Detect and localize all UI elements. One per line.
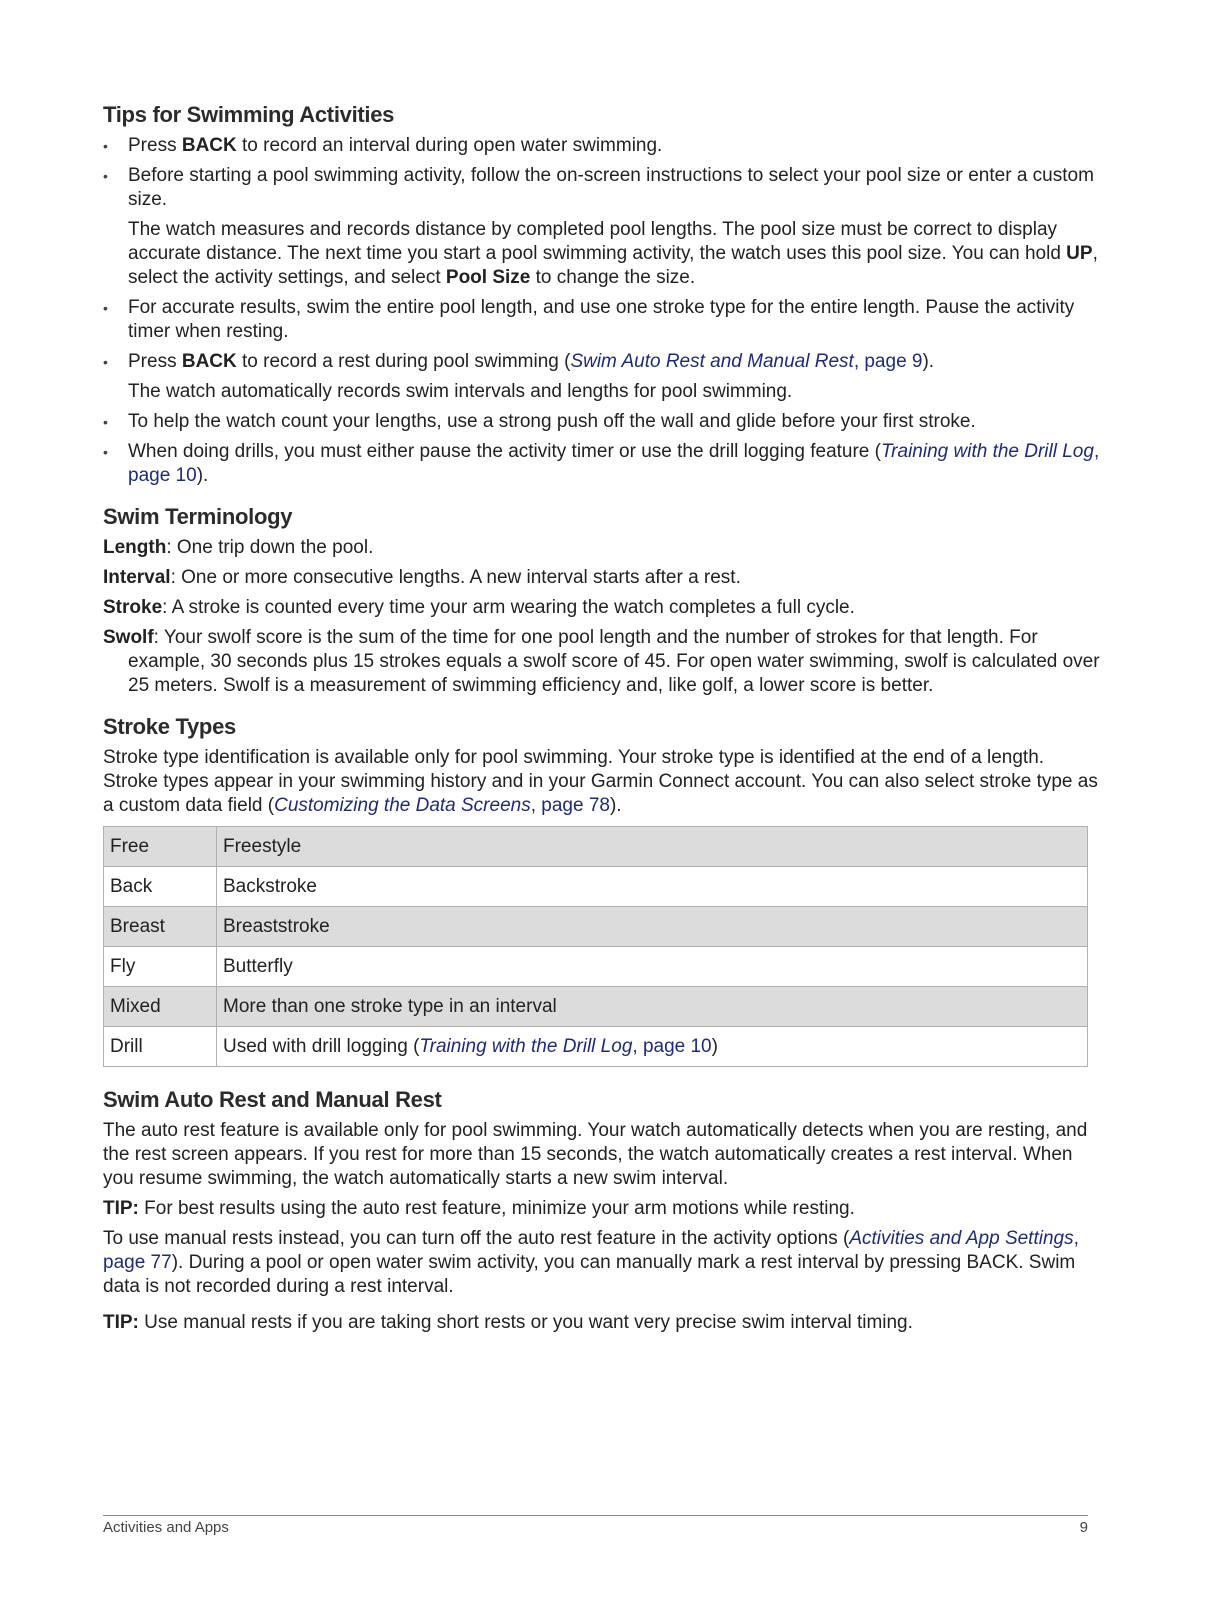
list-item-note: The watch automatically records swim intervals and lengths for pool swimming. <box>128 381 793 402</box>
stroke-types-section <box>103 712 1103 1067</box>
stroke-types-table <box>103 826 1088 1067</box>
bullet-icon: • <box>103 414 108 430</box>
table-cell-code: Breast <box>104 907 217 947</box>
table-cell-code: Free <box>104 827 217 867</box>
table-row <box>104 827 1088 867</box>
link-customizing-data-screens[interactable]: Customizing the Data Screens, page 78 <box>274 795 610 816</box>
list-item: • To help the watch count your lengths, use a strong push off the wall and glide before your first stroke. <box>103 411 976 432</box>
auto-rest-paragraph: The auto rest feature is available only for pool swimming. Your watch automatically detects when you are resting, and the rest screen appears. If you rest for more than 15 seconds, the watch automatically creates a rest interval. When you resume swimming, the watch automatically starts a new swim interval. <box>103 1120 1088 1189</box>
bullet-icon: • <box>103 300 108 316</box>
list-item-note: The watch measures and records distance by completed pool lengths. The pool size must be correct to display accurate distance. The next time you start a pool swimming activity, the watch uses this pool size. You can hold UP, select the activity settings, and select Pool Size to change the size. <box>128 219 1098 288</box>
tip-note: TIP: For best results using the auto rest feature, minimize your arm motions while resting. <box>103 1198 855 1219</box>
bullet-icon: • <box>103 354 108 370</box>
auto-rest-section <box>103 1085 1103 1335</box>
table-cell-code: Back <box>104 867 217 907</box>
page-footer <box>103 1515 1088 1536</box>
table-cell-code: Mixed <box>104 987 217 1027</box>
table-cell-desc: Freestyle <box>217 827 1088 867</box>
page-number: 9 <box>1079 1519 1088 1536</box>
table-row <box>104 1027 1088 1067</box>
table-row <box>104 947 1088 987</box>
manual-rest-paragraph: To use manual rests instead, you can turn off the auto rest feature in the activity options (Activities and App Settings, page 77). During a pool or open water swim activity, you can manually mark a rest interval by pressing BACK. Swim data is not recorded during a rest interval. <box>103 1228 1079 1297</box>
table-cell-code: Drill <box>104 1027 217 1067</box>
terminology-heading: Swim Terminology <box>103 504 293 529</box>
bullet-icon: • <box>103 138 108 154</box>
table-cell-desc: Breaststroke <box>217 907 1088 947</box>
table-row <box>104 907 1088 947</box>
tips-section <box>103 100 1103 488</box>
table-row <box>104 867 1088 907</box>
tip-note: TIP: Use manual rests if you are taking short rests or you want very precise swim interval timing. <box>103 1312 913 1333</box>
term-length: Length: One trip down the pool. <box>103 537 374 558</box>
terminology-section <box>103 502 1103 698</box>
auto-rest-heading: Swim Auto Rest and Manual Rest <box>103 1087 442 1112</box>
footer-section-title: Activities and Apps <box>103 1519 229 1536</box>
list-item: • Press BACK to record a rest during pool swimming (Swim Auto Rest and Manual Rest, page 9). The watch automatically records swim intervals and lengths for pool swimming. <box>103 350 1103 404</box>
table-cell-desc: Used with drill logging (Training with the Drill Log, page 10) <box>217 1027 1088 1067</box>
table-cell-desc: Backstroke <box>217 867 1088 907</box>
link-activities-app-settings[interactable]: Activities and App Settings, page 77 <box>103 1228 1079 1273</box>
bullet-icon: • <box>103 444 108 460</box>
list-item: • Press BACK to record an interval during open water swimming. <box>103 135 663 156</box>
table-cell-desc: More than one stroke type in an interval <box>217 987 1088 1027</box>
term-interval: Interval: One or more consecutive lengths. A new interval starts after a rest. <box>103 567 741 588</box>
tips-heading: Tips for Swimming Activities <box>103 102 395 127</box>
bullet-icon: • <box>103 168 108 184</box>
table-cell-code: Fly <box>104 947 217 987</box>
link-drill-log-table[interactable]: Training with the Drill Log, page 10 <box>419 1035 712 1057</box>
table-row <box>104 987 1088 1027</box>
term-swolf: Swolf: Your swolf score is the sum of the time for one pool length and the number of strokes for that length. For example, 30 seconds plus 15 strokes equals a swolf score of 45. For open water swimming, swolf is calculated over 25 meters. Swolf is a measurement of swimming efficiency and, like golf, a lower score is better. <box>103 627 1100 696</box>
stroke-types-intro: Stroke type identification is available only for pool swimming. Your stroke type is identified at the end of a length. Stroke types appear in your swimming history and in your Garmin Connect account. You can also select stroke type as a custom data field (Customizing the Data Screens, page 78). <box>103 747 1098 816</box>
term-stroke: Stroke: A stroke is counted every time your arm wearing the watch completes a full cycle. <box>103 597 855 618</box>
list-item: • For accurate results, swim the entire pool length, and use one stroke type for the entire length. Pause the activity timer when resting. <box>103 297 1075 342</box>
stroke-types-heading: Stroke Types <box>103 714 236 739</box>
link-swim-auto-rest[interactable]: Swim Auto Rest and Manual Rest, page 9 <box>570 351 923 372</box>
list-item: • Before starting a pool swimming activity, follow the on-screen instructions to select your pool size or enter a custom size. The watch measures and records distance by completed pool lengths. The pool size must be correct to display accurate distance. The next time you start a pool swimming activity, the watch uses this pool size. You can hold UP, select the activity settings, and select Pool Size to change the size. <box>103 164 1103 290</box>
list-item: • When doing drills, you must either pause the activity timer or use the drill logging feature (Training with the Drill Log, page 10). <box>103 441 1100 486</box>
document-page <box>103 100 1103 1349</box>
link-drill-log[interactable]: Training with the Drill Log, page 10 <box>128 441 1100 486</box>
tips-list <box>103 134 1103 488</box>
table-cell-desc: Butterfly <box>217 947 1088 987</box>
